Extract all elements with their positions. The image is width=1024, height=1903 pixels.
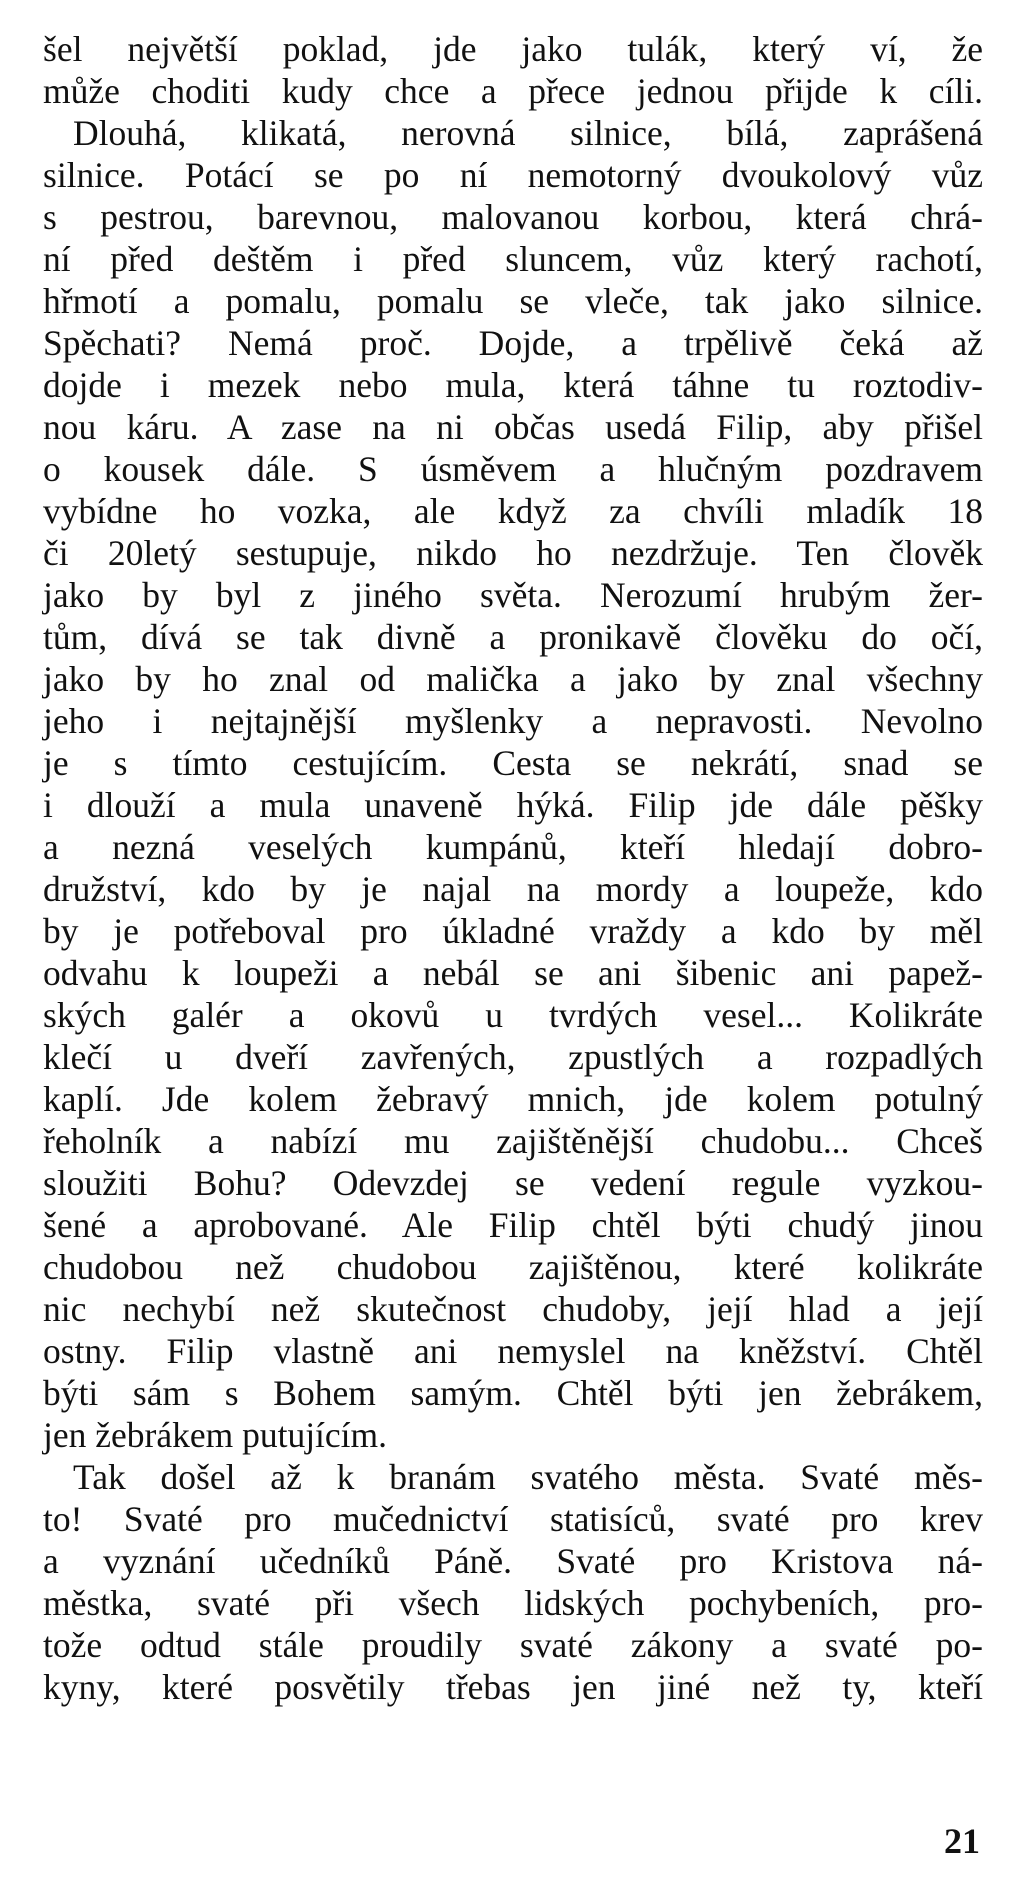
text-line: chudobou než chudobou zajištěnou, které kolikráte <box>43 1247 983 1287</box>
text-line: odvahu k loupeži a nebál se ani šibenic ani papež- <box>43 953 983 993</box>
text-line: sloužiti Bohu? Odevzdej se vedení regule vyzkou- <box>43 1163 983 1203</box>
text-line: či 20letý sestupuje, nikdo ho nezdržuje. Ten člověk <box>43 533 983 573</box>
text-line: jako by ho znal od malička a jako by znal všechny <box>43 659 983 699</box>
text-line: s pestrou, barevnou, malovanou korbou, která chrá- <box>43 197 983 237</box>
text-line: jen žebrákem putujícím. <box>43 1415 388 1455</box>
text-line: může choditi kudy chce a přece jednou přijde k cíli. <box>43 71 983 111</box>
text-line: vybídne ho vozka, ale když za chvíli mladík 18 <box>43 491 983 531</box>
text-line: je s tímto cestujícím. Cesta se nekrátí, snad se <box>43 743 983 783</box>
text-line: jeho i nejtajnější myšlenky a nepravosti. Nevolno <box>43 701 983 741</box>
text-line: a vyznání učedníků Páně. Svaté pro Kristova ná- <box>43 1541 983 1581</box>
text-line: i dlouží a mula unaveně hýká. Filip jde dále pěšky <box>43 785 983 825</box>
text-line: nic nechybí než skutečnost chudoby, její hlad a její <box>43 1289 983 1329</box>
text-line: šel největší poklad, jde jako tulák, který ví, že <box>43 29 983 69</box>
text-line: kyny, které posvětily třebas jen jiné než ty, kteří <box>43 1667 983 1707</box>
text-line: šené a aprobované. Ale Filip chtěl býti chudý jinou <box>43 1205 983 1245</box>
text-line: to! Svaté pro mučednictví statisíců, svaté pro krev <box>43 1499 983 1539</box>
text-line: býti sám s Bohem samým. Chtěl býti jen žebrákem, <box>43 1373 983 1413</box>
text-line: kaplí. Jde kolem žebravý mnich, jde kolem potulný <box>43 1079 983 1119</box>
text-line: družství, kdo by je najal na mordy a loupeže, kdo <box>43 869 983 909</box>
text-line: ní před deštěm i před sluncem, vůz který rachotí, <box>43 239 983 279</box>
text-line: klečí u dveří zavřených, zpustlých a rozpadlých <box>43 1037 983 1077</box>
text-line: by je potřeboval pro úkladné vraždy a kdo by měl <box>43 911 983 951</box>
text-line: tům, dívá se tak divně a pronikavě člověku do očí, <box>43 617 983 657</box>
text-line: hřmotí a pomalu, pomalu se vleče, tak jako silnice. <box>43 281 983 321</box>
text-line: ostny. Filip vlastně ani nemyslel na kněžství. Chtěl <box>43 1331 983 1371</box>
text-line: tože odtud stále proudily svaté zákony a svaté po- <box>43 1625 983 1665</box>
text-line: ských galér a okovů u tvrdých vesel... Kolikráte <box>43 995 983 1035</box>
page-number: 21 <box>944 1821 980 1861</box>
text-line: jako by byl z jiného světa. Nerozumí hrubým žer- <box>43 575 983 615</box>
text-line: a nezná veselých kumpánů, kteří hledají dobro- <box>43 827 983 867</box>
text-line: Spěchati? Nemá proč. Dojde, a trpělivě čeká až <box>43 323 983 363</box>
body-text <box>43 28 983 1708</box>
text-line: řeholník a nabízí mu zajištěnější chudobu... Chceš <box>43 1121 983 1161</box>
text-line: silnice. Potácí se po ní nemotorný dvoukolový vůz <box>43 155 983 195</box>
text-line: nou káru. A zase na ni občas usedá Filip, aby přišel <box>43 407 983 447</box>
text-line: Dlouhá, klikatá, nerovná silnice, bílá, zaprášená <box>73 113 983 153</box>
text-line: městka, svaté při všech lidských pochybeních, pro- <box>43 1583 983 1623</box>
text-line: o kousek dále. S úsměvem a hlučným pozdravem <box>43 449 983 489</box>
text-line: dojde i mezek nebo mula, která táhne tu roztodiv- <box>43 365 983 405</box>
text-line: Tak došel až k branám svatého města. Svaté měs- <box>73 1457 983 1497</box>
